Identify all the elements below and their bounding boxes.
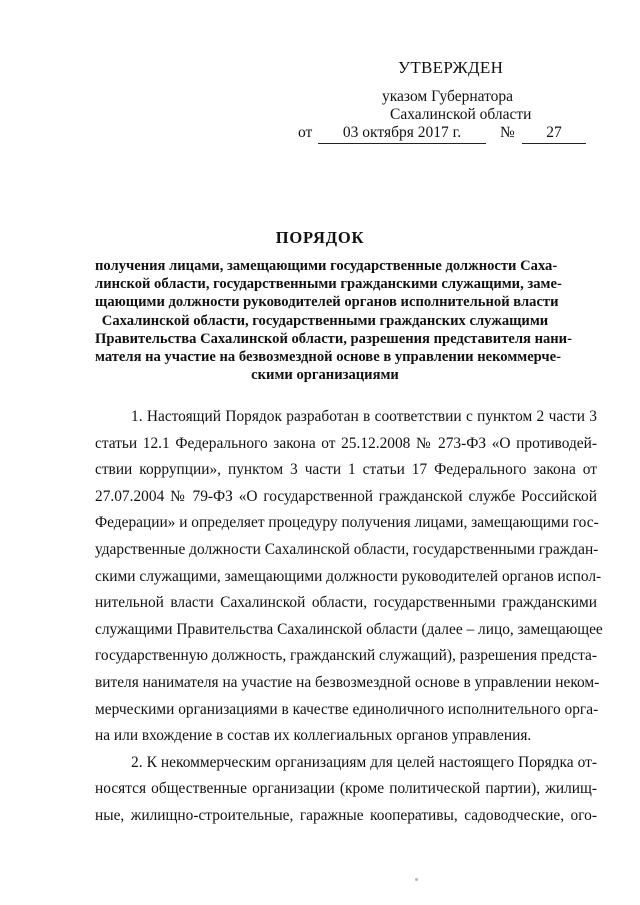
- paragraph-1-line: статьи 12.1 Федерального закона от 25.12.2008 № 273-ФЗ «О противодей-: [95, 434, 597, 452]
- subtitle-line: линской области, государственными гражданскими служащими, заме-: [95, 276, 562, 293]
- paragraph-1-line: скими служащими, замещающими должности руководителей органов испол-: [95, 567, 602, 585]
- paragraph-1-line: ударственные должности Сахалинской области, государственными граждан-: [95, 540, 599, 558]
- subtitle-line: скими организациями: [251, 367, 399, 384]
- paragraph-2-line: ные, жилищно-строительные, гаражные кооперативы, садоводческие, ого-: [95, 806, 597, 824]
- approved-region-line: Сахалинской области: [390, 106, 532, 123]
- number-sign: №: [500, 124, 515, 141]
- paragraph-1-line: Федерации» и определяет процедуру получения лицами, замещающими гос-: [95, 514, 599, 532]
- paragraph-1-line: ствии коррупции», пунктом 3 части 1 статьи 17 Федерального закона от: [95, 461, 597, 479]
- paragraph-2-line: 2. К некоммерческим организациям для целей настоящего Порядка от-: [131, 753, 597, 771]
- paragraph-1-line: на или вхождение в состав их коллегиальных органов управления.: [95, 727, 532, 745]
- paragraph-1-line: государственную должность, гражданский служащий), разрешения предста-: [95, 647, 597, 665]
- decree-date: 03 октября 2017 г.: [318, 124, 486, 144]
- subtitle-line: мателя на участие на безвозмездной основе в управлении некоммерче-: [95, 349, 561, 366]
- decree-date-line: [290, 124, 600, 146]
- approved-by-line: указом Губернатора: [382, 88, 514, 105]
- decree-number: 27: [522, 124, 586, 144]
- document-subtitle: [95, 257, 572, 384]
- paragraph-1-line: мерческими организациями в качестве единоличного исполнительного орга-: [95, 700, 599, 718]
- paragraph-1-line: 1. Настоящий Порядок разработан в соответствии с пунктом 2 части 3: [131, 408, 597, 425]
- paragraph-1-line: нительной власти Сахалинской области, государственными гражданскими: [95, 594, 597, 612]
- paragraph-2-line: носятся общественные организации (кроме политической партии), жилищ-: [95, 780, 597, 798]
- subtitle-line: Сахалинской области, государственными гражданских служащими: [101, 312, 549, 329]
- paragraph-1-line: вителя нанимателя на участие на безвозмездной основе в управлении неком-: [95, 673, 600, 691]
- paragraph-1-line: служащими Правительства Сахалинской области (далее – лицо, замещающее: [95, 620, 603, 638]
- subtitle-line: Правительства Сахалинской области, разрешения представителя нани-: [95, 330, 572, 347]
- approved-heading: УТВЕРЖДЕН: [398, 58, 504, 77]
- from-label: от: [298, 124, 313, 141]
- subtitle-line: получения лицами, замещающими государственные должности Саха-: [95, 258, 558, 274]
- scan-dot: [415, 878, 418, 881]
- paragraph-1-line: 27.07.2004 № 79-ФЗ «О государственной гражданской службе Российской: [95, 487, 597, 505]
- document-title: ПОРЯДОК: [275, 228, 365, 247]
- document-body: [95, 404, 603, 830]
- subtitle-line: щающими должности руководителей органов исполнительной власти: [95, 294, 559, 311]
